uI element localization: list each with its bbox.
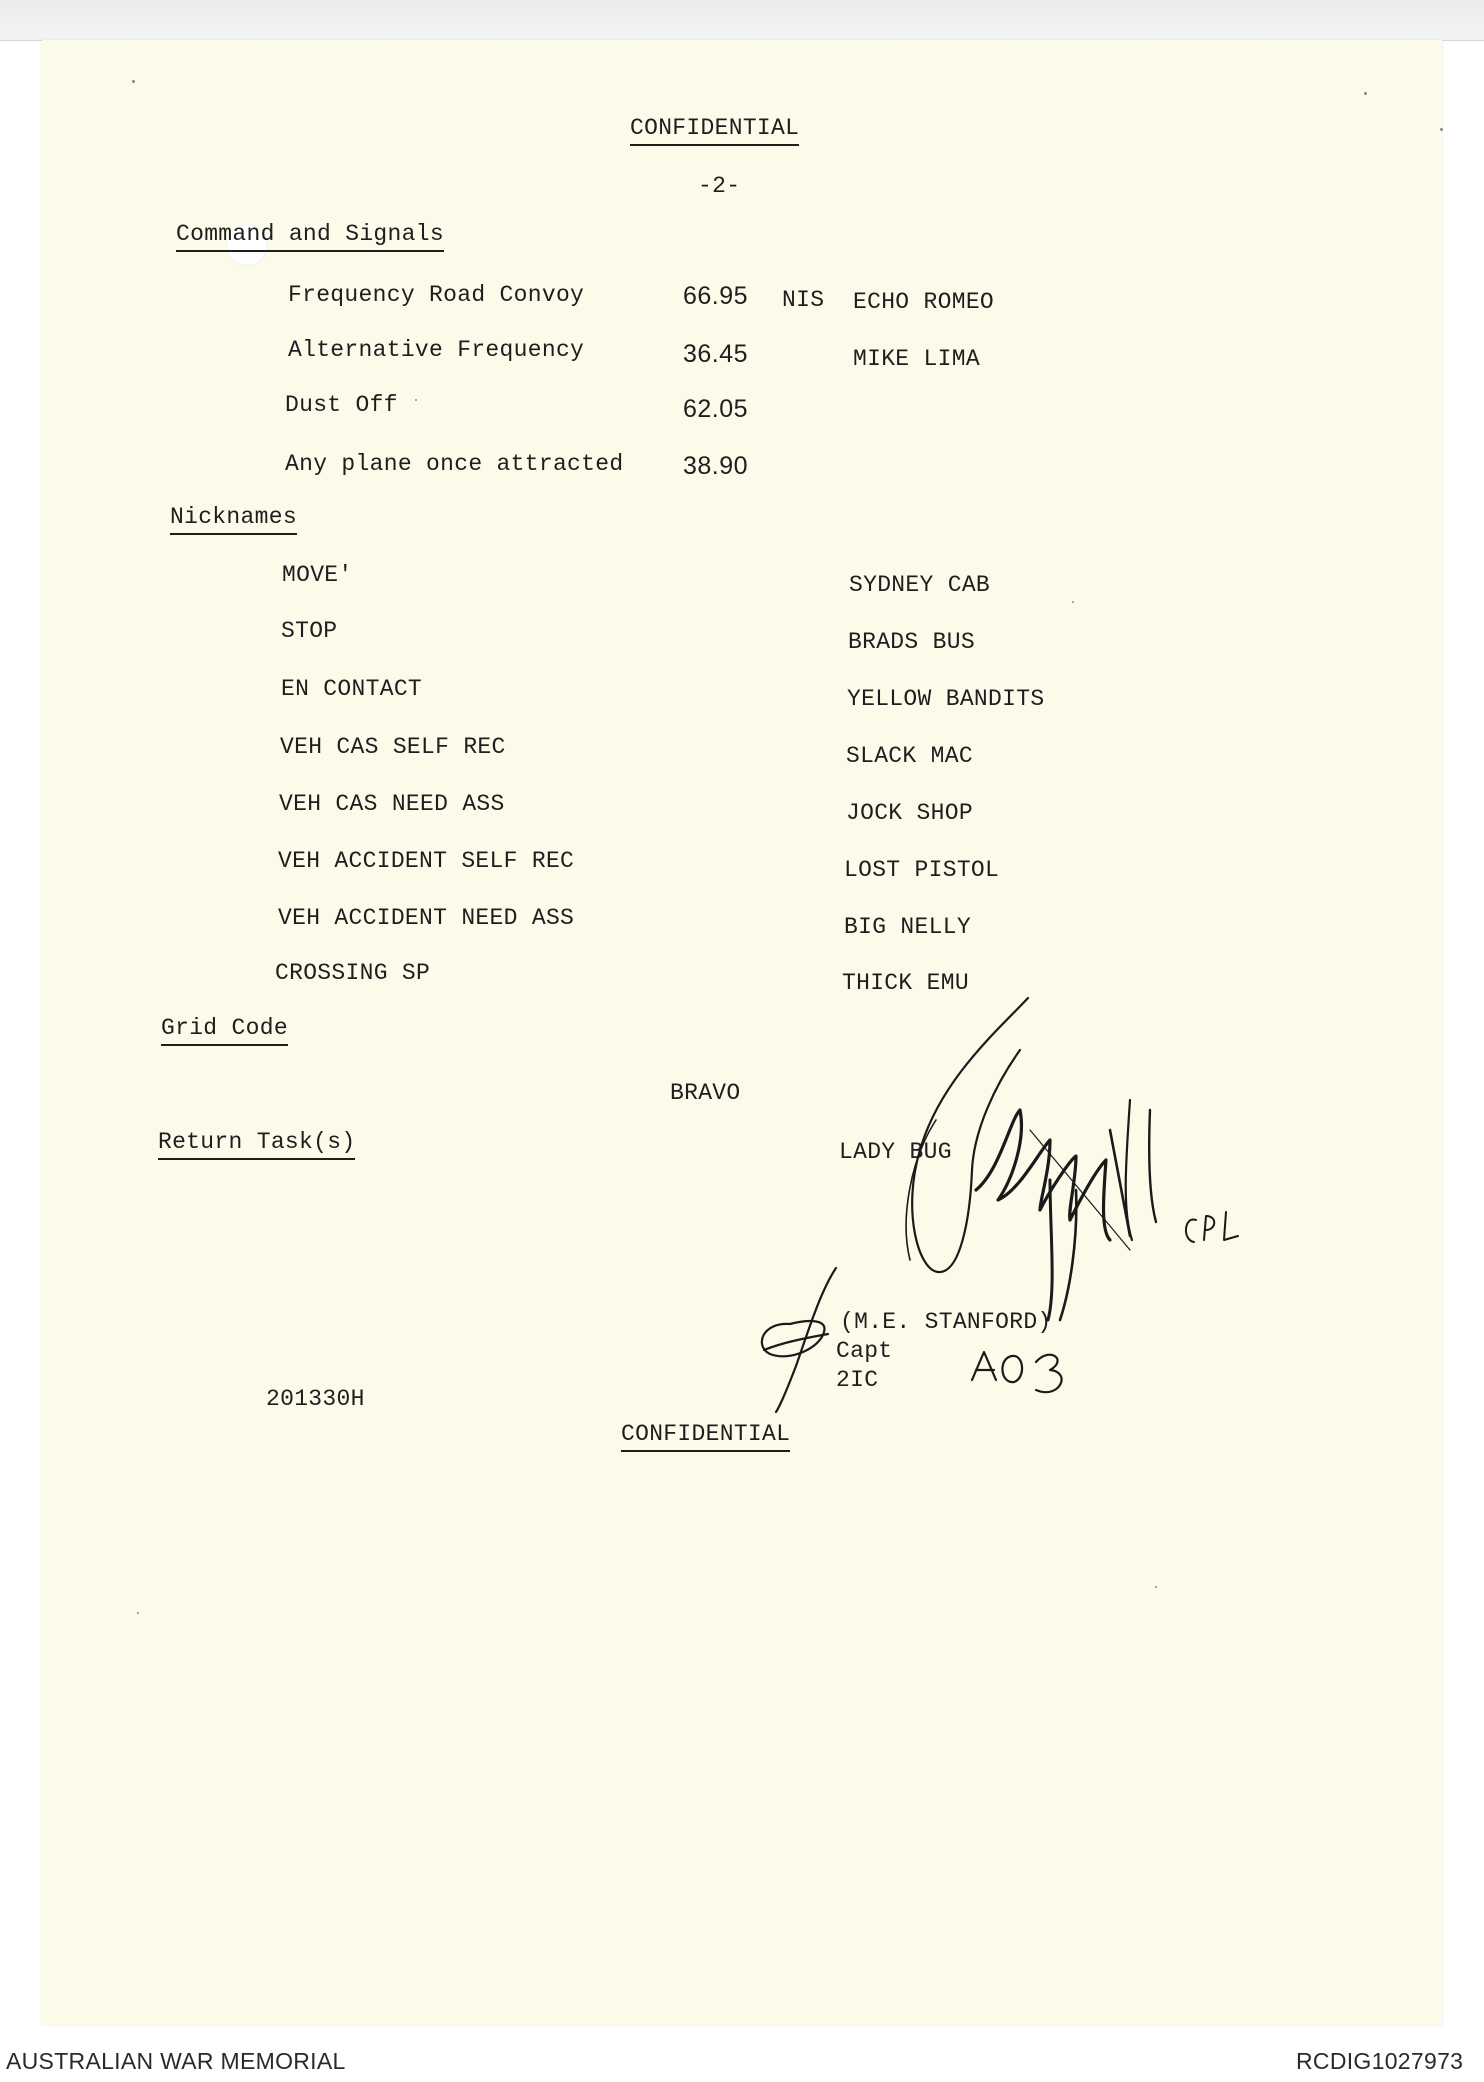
signal-label: Alternative Frequency bbox=[288, 337, 585, 363]
classification-footer: CONFIDENTIAL bbox=[621, 1420, 790, 1452]
nickname-term: VEH ACCIDENT NEED ASS bbox=[278, 905, 575, 931]
date-time-group: 201330H bbox=[266, 1386, 365, 1412]
nickname-value: YELLOW BANDITS bbox=[847, 686, 1045, 712]
signatory-rank: Capt bbox=[836, 1338, 893, 1364]
dust-speck bbox=[1155, 1586, 1157, 1588]
signal-label: Frequency Road Convoy bbox=[288, 282, 585, 308]
section-heading-return-tasks: Return Task(s) bbox=[158, 1128, 355, 1160]
section-heading-grid-code: Grid Code bbox=[161, 1014, 288, 1046]
dust-speck bbox=[1440, 128, 1443, 131]
page-number: -2- bbox=[698, 173, 741, 199]
nickname-term: STOP bbox=[281, 618, 338, 644]
signal-frequency: 66.95 bbox=[683, 282, 749, 310]
signatory-name: (M.E. STANFORD) bbox=[840, 1309, 1052, 1335]
scanner-top-band bbox=[0, 0, 1484, 41]
signal-frequency: 62.05 bbox=[683, 395, 749, 423]
section-heading-nicknames: Nicknames bbox=[170, 503, 297, 535]
nickname-value: SYDNEY CAB bbox=[849, 572, 991, 598]
signal-label: Any plane once attracted bbox=[285, 451, 624, 477]
nickname-term: EN CONTACT bbox=[281, 676, 423, 702]
dust-speck bbox=[415, 399, 417, 401]
handwritten-signature bbox=[900, 990, 1260, 1410]
nickname-term: VEH CAS NEED ASS bbox=[279, 791, 505, 817]
handwritten-initial-mark bbox=[750, 1262, 850, 1414]
archive-institution-label: AUSTRALIAN WAR MEMORIAL bbox=[6, 2048, 346, 2074]
nickname-value: BIG NELLY bbox=[844, 914, 971, 940]
nickname-value: JOCK SHOP bbox=[846, 800, 973, 826]
section-heading-command-signals: Command and Signals bbox=[176, 220, 444, 252]
nickname-value: SLACK MAC bbox=[846, 743, 973, 769]
signal-frequency: 38.90 bbox=[683, 452, 749, 480]
grid-code-value: BRAVO bbox=[670, 1080, 741, 1106]
dust-speck bbox=[1364, 92, 1367, 95]
nickname-term: MOVE' bbox=[282, 562, 353, 588]
signal-callsign: MIKE LIMA bbox=[853, 346, 980, 372]
signal-code: NIS bbox=[782, 287, 825, 313]
dust-speck bbox=[132, 80, 135, 83]
signal-frequency: 36.45 bbox=[683, 340, 749, 368]
nickname-value: BRADS BUS bbox=[848, 629, 975, 655]
signatory-appointment: 2IC bbox=[836, 1367, 879, 1393]
nickname-value: THICK EMU bbox=[842, 970, 969, 996]
signal-callsign: ECHO ROMEO bbox=[853, 289, 995, 315]
nickname-term: CROSSING SP bbox=[275, 960, 431, 986]
classification-header: CONFIDENTIAL bbox=[630, 114, 799, 146]
dust-speck bbox=[1072, 601, 1074, 603]
nickname-value: LOST PISTOL bbox=[844, 857, 1000, 883]
archive-reference-id: RCDIG1027973 bbox=[1296, 2048, 1464, 2074]
dust-speck bbox=[137, 1612, 139, 1614]
signal-label: Dust Off bbox=[285, 392, 398, 418]
return-task-value: LADY BUG bbox=[839, 1139, 952, 1165]
nickname-term: VEH ACCIDENT SELF REC bbox=[278, 848, 575, 874]
nickname-term: VEH CAS SELF REC bbox=[280, 734, 506, 760]
